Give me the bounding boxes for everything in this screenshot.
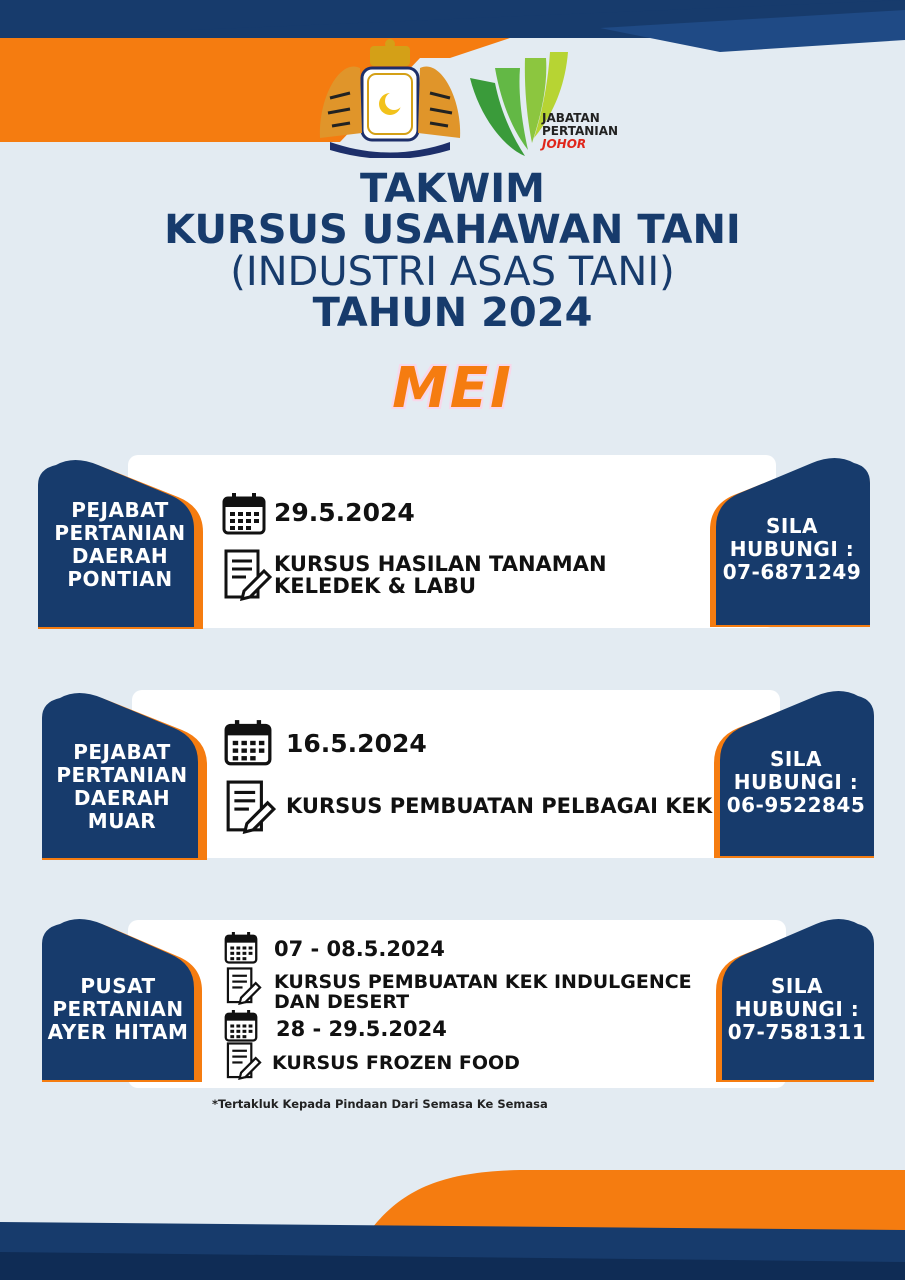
document-edit-icon [226, 780, 276, 834]
document-edit-icon [226, 967, 262, 1005]
footnote: *Tertakluk Kepada Pindaan Dari Semasa Ke Semasa [212, 1097, 548, 1111]
office-line: DAERAH [73, 786, 171, 810]
johor-crest-logo [320, 39, 460, 158]
phone-number: 07-6871249 [722, 560, 862, 584]
svg-text:JOHOR: JOHOR [542, 137, 587, 151]
title-line-3: (INDUSTRI ASAS TANI) [230, 249, 675, 295]
course-date: 28 - 29.5.2024 [276, 1017, 447, 1041]
course-line: KURSUS PEMBUATAN PELBAGAI KEK [286, 794, 713, 818]
contact-label: HUBUNGI : [734, 997, 860, 1021]
course-line: KURSUS PEMBUATAN KEK INDULGENCE [274, 971, 692, 993]
contact-ayer-hitam [722, 975, 872, 1044]
course-line: DAN DESERT [274, 991, 410, 1013]
calendar-icon [224, 1010, 258, 1042]
jabatan-pertanian-logo [470, 52, 618, 156]
office-line: DAERAH [71, 544, 169, 568]
title-line-2: KURSUS USAHAWAN TANI [164, 207, 741, 253]
svg-text:PERTANIAN: PERTANIAN [542, 124, 619, 138]
calendar-icon [224, 720, 272, 766]
office-name-pontian [40, 499, 200, 591]
office-line: PEJABAT [73, 740, 171, 764]
section-card-pontian [128, 455, 776, 628]
office-line: PONTIAN [67, 567, 173, 591]
contact-label: SILA [765, 514, 819, 538]
phone-number: 06-9522845 [726, 793, 866, 817]
course-line: KURSUS FROZEN FOOD [272, 1052, 520, 1074]
phone-number: 07-7581311 [727, 1020, 867, 1044]
calendar-icon [222, 493, 266, 535]
office-name-muar [42, 741, 202, 833]
document-edit-icon [226, 1042, 262, 1080]
office-line: PERTANIAN [54, 521, 186, 545]
office-line: PERTANIAN [56, 763, 188, 787]
header-logos [310, 38, 640, 158]
course-title [274, 553, 607, 597]
course-date: 29.5.2024 [274, 498, 415, 527]
course-title [274, 972, 692, 1012]
contact-label: SILA [769, 747, 823, 771]
month-heading: MEI [392, 356, 513, 421]
office-line: MUAR [87, 809, 157, 833]
contact-label: SILA [770, 974, 824, 998]
contact-label: HUBUNGI : [729, 537, 855, 561]
course-line: KELEDEK & LABU [274, 574, 477, 598]
document-edit-icon [224, 549, 272, 601]
contact-muar [720, 748, 872, 817]
contact-pontian [716, 515, 868, 584]
title-line-4: TAHUN 2024 [312, 290, 593, 336]
course-title [286, 795, 712, 817]
svg-text:JABATAN: JABATAN [542, 111, 600, 125]
course-date: 16.5.2024 [286, 729, 427, 758]
course-title [272, 1052, 520, 1074]
office-line: PEJABAT [71, 498, 169, 522]
office-line: AYER HITAM [47, 1020, 189, 1044]
calendar-icon [224, 932, 258, 964]
office-line: PUSAT [80, 974, 156, 998]
title-line-1: TAKWIM [360, 166, 545, 212]
office-name-ayer-hitam [42, 975, 194, 1044]
course-line: KURSUS HASILAN TANAMAN [274, 552, 607, 576]
contact-label: HUBUNGI : [733, 770, 859, 794]
course-date: 07 - 08.5.2024 [274, 937, 445, 961]
office-line: PERTANIAN [52, 997, 184, 1021]
